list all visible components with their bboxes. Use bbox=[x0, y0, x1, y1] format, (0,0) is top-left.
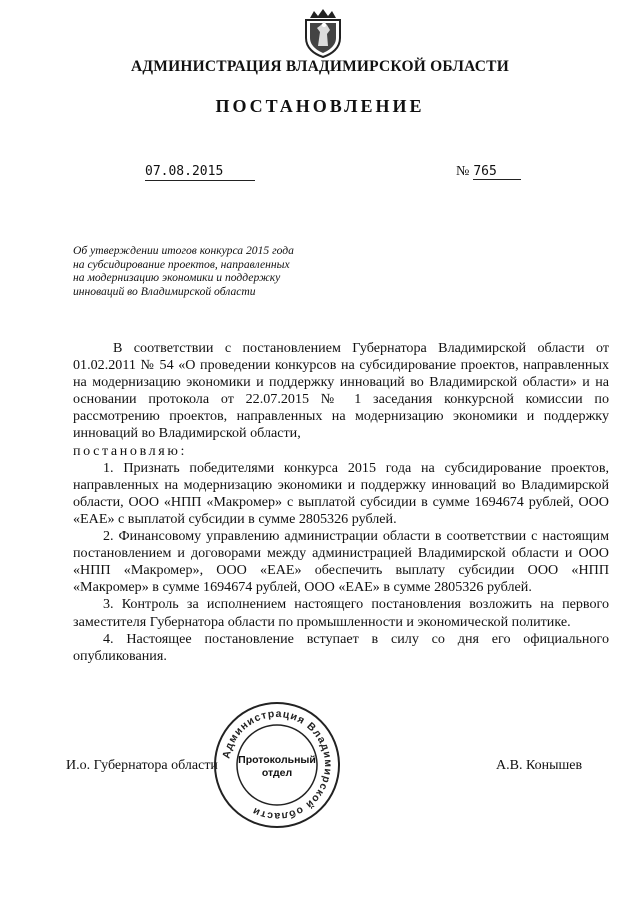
decree-word: постановляю: bbox=[73, 442, 188, 459]
stamp-line: Протокольный bbox=[238, 754, 316, 766]
subject-line: Об утверждении итогов конкурса 2015 года bbox=[73, 244, 294, 257]
signatory-name: А.В. Конышев bbox=[496, 758, 583, 773]
stamp-ring-text: Администрация Владимирской области bbox=[220, 707, 335, 823]
decree-item-3: 3. Контроль за исполнением настоящего постановления возложить на первого заместителя Губернатора области по промышленности и экономической политике. bbox=[73, 596, 609, 630]
subject-line: инноваций во Владимирской области bbox=[73, 284, 256, 298]
document-type: ПОСТАНОВЛЕНИЕ bbox=[215, 96, 425, 116]
document-subject bbox=[73, 244, 343, 298]
subject-line: на модернизацию экономики и поддержку bbox=[73, 271, 281, 285]
document-date: 07.08.2015 bbox=[145, 164, 255, 181]
document-number-block bbox=[456, 164, 521, 180]
subject-line: на субсидирование проектов, направленных bbox=[73, 257, 290, 271]
organization-name: АДМИНИСТРАЦИЯ ВЛАДИМИРСКОЙ ОБЛАСТИ bbox=[131, 58, 509, 75]
coat-of-arms-icon bbox=[300, 8, 346, 58]
number-sign: № bbox=[456, 164, 470, 179]
stamp-line: отдел bbox=[261, 767, 293, 779]
document-body bbox=[73, 340, 609, 665]
document-number: 765 bbox=[473, 164, 521, 180]
signatory-position: И.о. Губернатора области bbox=[66, 758, 218, 773]
preamble-paragraph: В соответствии с постановлением Губернатора Владимирской области от 01.02.2011 № 54 «О проведении конкурсов на субсидирование проектов, направленных на модернизацию экономики и поддержку инноваций во Владимирской области» и на основании протокола от 22.07.2015 № 1 заседания конкурсной комиссии по рассмотрению проектов, направленных на модернизацию экономики и поддержку инноваций во Владимирской области, bbox=[73, 340, 609, 442]
decree-item-4: 4. Настоящее постановление вступает в силу со дня его официального опубликования. bbox=[73, 630, 609, 664]
decree-item-1: 1. Признать победителями конкурса 2015 года на субсидирование проектов, направленных на модернизацию экономики и поддержку инноваций во Владимирской области, ООО «НПП «Макромер» с выплатой субсидии в сумме 1694674 рублей, ООО «ЕАЕ» с выплатой субсидии в сумме 2805326 рублей. bbox=[73, 459, 609, 527]
stamp-center-text bbox=[222, 754, 332, 780]
decree-item-2: 2. Финансовому управлению администрации области в соответствии с настоящим постановлением и договорами между администрацией Владимирской области и ООО «НПП «Макромер», ООО «ЕАЕ» обеспечить выплату субсидии ООО «НПП «Макромер» в сумме 1694674 рублей, ООО «ЕАЕ» в сумме 2805326 рублей. bbox=[73, 528, 609, 596]
